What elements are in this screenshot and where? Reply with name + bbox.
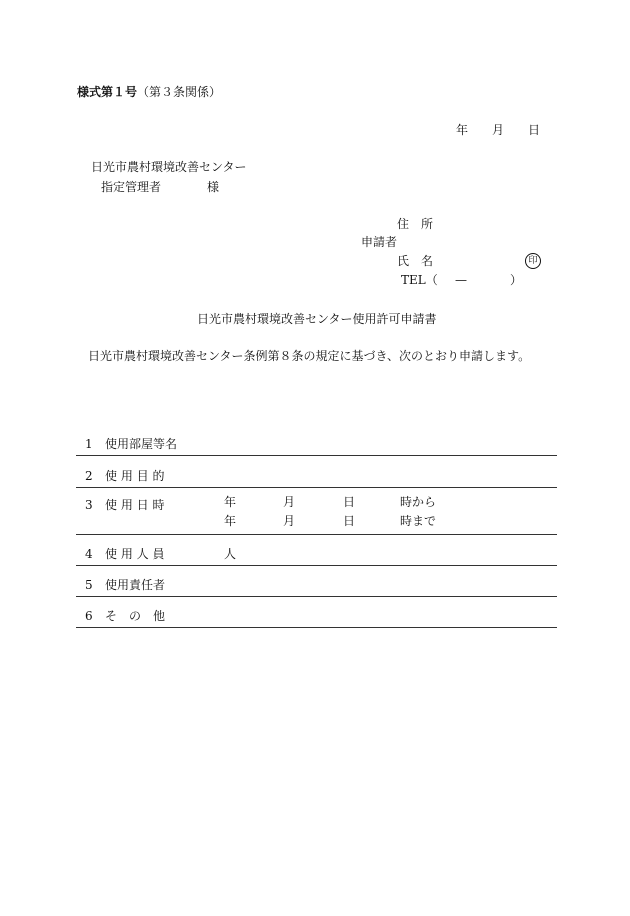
seal-mark: 印 [525, 253, 541, 269]
applicant-name-label: 氏 名 [397, 254, 434, 268]
datetime-until-year: 年 [224, 514, 237, 528]
item-room-number: 1 [85, 437, 93, 451]
item-people-label: 使 用 人 員 [105, 547, 165, 561]
item-datetime-label: 使 用 日 時 [105, 498, 165, 512]
item-responsible-label: 使用責任者 [105, 578, 166, 592]
item-purpose-label: 使 用 目 的 [105, 469, 165, 483]
applicant-label: 申請者 [361, 235, 398, 249]
divider [76, 455, 557, 456]
applicant-address-label: 住 所 [397, 217, 434, 231]
date-day: 日 [528, 123, 541, 137]
intro-text: 日光市農村環境改善センター条例第８条の規定に基づき、次のとおり申請します。 [88, 349, 531, 363]
item-people-number: 4 [85, 547, 93, 561]
datetime-from-label: 時から [400, 495, 437, 509]
datetime-until-day: 日 [343, 514, 356, 528]
divider [76, 487, 557, 488]
datetime-from-month: 月 [283, 495, 296, 509]
addressee-title: 指定管理者 [101, 180, 162, 194]
datetime-until-month: 月 [283, 514, 296, 528]
addressee-org: 日光市農村環境改善センター [91, 160, 247, 174]
date-month: 月 [492, 123, 505, 137]
datetime-from-year: 年 [224, 495, 237, 509]
form-number-note: （第３条関係） [137, 85, 222, 99]
item-room-label: 使用部屋等名 [105, 437, 178, 451]
form-number-label: 様式第１号 [77, 85, 138, 99]
item-other-label: そ の 他 [105, 609, 166, 623]
applicant-tel-dash: — [455, 273, 467, 287]
item-datetime-number: 3 [85, 498, 93, 512]
divider [76, 565, 557, 566]
document-title: 日光市農村環境改善センター使用許可申請書 [197, 312, 437, 326]
form-number [77, 86, 221, 98]
item-responsible-number: 5 [85, 578, 93, 592]
item-other-number: 6 [85, 609, 93, 623]
divider [76, 627, 557, 628]
date-year: 年 [456, 123, 469, 137]
divider [76, 596, 557, 597]
item-purpose-number: 2 [85, 469, 93, 483]
applicant-tel-label: TEL（ [401, 273, 438, 287]
datetime-from-day: 日 [343, 495, 356, 509]
addressee-honorific: 様 [207, 180, 220, 194]
divider [76, 534, 557, 535]
item-people-unit: 人 [224, 547, 237, 561]
datetime-until-label: 時まで [400, 514, 437, 528]
applicant-tel-close: ） [510, 273, 523, 287]
